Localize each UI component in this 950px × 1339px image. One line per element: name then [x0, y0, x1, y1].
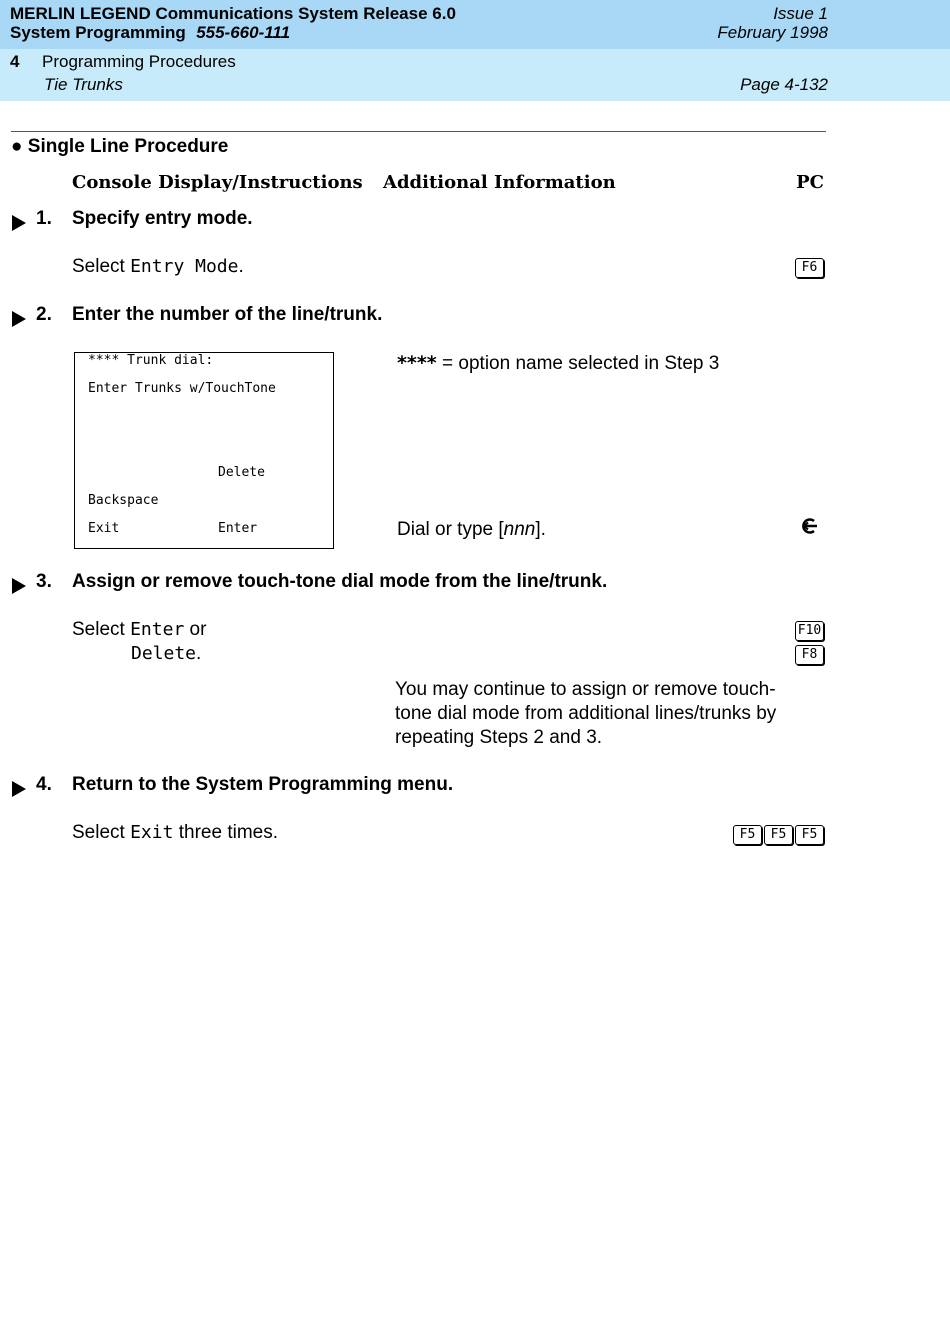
stars-placeholder: ****	[397, 352, 437, 374]
console-display	[74, 352, 334, 549]
step-4-title: Return to the System Programming menu.	[72, 774, 454, 795]
step-4-number: 4.	[36, 774, 52, 795]
f5-key[interactable]: F5	[733, 825, 762, 845]
issue-date: February 1998	[717, 23, 828, 42]
period: .	[196, 643, 202, 664]
procedure-heading	[11, 136, 228, 158]
stars-explanation: = option name selected in Step 3	[436, 353, 720, 374]
three-times-suffix: three times.	[173, 822, 278, 843]
select-word: Select	[72, 256, 125, 277]
column-header-pc: PC	[796, 172, 824, 193]
step-3-note-line-2: tone dial mode from additional lines/trunks by	[395, 703, 777, 724]
column-header-info: Additional Information	[383, 172, 616, 193]
step-2-info	[397, 352, 719, 375]
dial-prefix: Dial or type [	[397, 519, 504, 540]
doc-subtitle-prefix: System Programming	[10, 23, 186, 42]
option-exit[interactable]: Exit	[130, 822, 174, 843]
step-arrow-icon	[12, 781, 26, 797]
procedure-title: Single Line Procedure	[27, 136, 229, 157]
console-line-2: Enter Trunks w/TouchTone	[88, 381, 276, 396]
step-arrow-icon	[12, 311, 26, 327]
console-line-1: **** Trunk dial:	[88, 353, 214, 368]
option-delete[interactable]: Delete	[131, 643, 197, 664]
step-2-number: 2.	[36, 304, 52, 325]
option-enter[interactable]: Enter	[130, 619, 185, 640]
page-number: Page 4-132	[740, 75, 828, 94]
doc-title: MERLIN LEGEND Communications System Release 6.0	[10, 4, 456, 23]
step-3-note-line-1: You may continue to assign or remove touch-	[395, 679, 776, 700]
section-title: Tie Trunks	[44, 75, 123, 94]
period: .	[238, 256, 244, 277]
return-enter-icon	[799, 516, 819, 536]
f10-key[interactable]: F10	[795, 621, 824, 641]
step-1-instruction	[72, 256, 244, 278]
option-entry-mode[interactable]: Entry Mode	[130, 256, 239, 277]
console-backspace-option[interactable]: Backspace	[88, 493, 159, 508]
step-1-number: 1.	[36, 208, 52, 229]
console-exit-option[interactable]: Exit	[88, 521, 120, 536]
step-3-instruction-cont	[131, 643, 201, 665]
section-divider	[11, 131, 826, 132]
step-4-instruction	[72, 822, 278, 844]
column-header-console: Console Display/Instructions	[72, 172, 363, 193]
dial-variable: nnn	[503, 519, 536, 540]
dial-suffix: ].	[535, 519, 546, 540]
step-arrow-icon	[12, 215, 26, 231]
select-word: Select	[72, 619, 125, 640]
f8-key[interactable]: F8	[795, 645, 824, 665]
f6-key[interactable]: F6	[795, 258, 824, 278]
step-3-number: 3.	[36, 571, 52, 592]
chapter-number: 4	[10, 52, 20, 71]
step-2-dial-instruction	[397, 519, 546, 541]
console-delete-option[interactable]: Delete	[218, 465, 265, 480]
step-3-title: Assign or remove touch-tone dial mode from the line/trunk.	[72, 571, 608, 592]
step-arrow-icon	[12, 578, 26, 594]
step-2-title: Enter the number of the line/trunk.	[72, 304, 383, 325]
console-enter-option[interactable]: Enter	[218, 521, 258, 536]
chapter-title: Programming Procedures	[42, 52, 236, 71]
f5-key[interactable]: F5	[795, 825, 824, 845]
select-word: Select	[72, 822, 125, 843]
doc-number: 555-660-111	[196, 23, 291, 42]
step-3-instruction	[72, 619, 206, 641]
issue-label: Issue 1	[773, 4, 828, 23]
doc-subtitle	[10, 23, 290, 43]
step-3-note-line-3: repeating Steps 2 and 3.	[395, 727, 603, 748]
or-word: or	[184, 619, 207, 640]
step-1-title: Specify entry mode.	[72, 208, 253, 229]
bullet-icon: ●	[11, 136, 23, 157]
f5-key[interactable]: F5	[764, 825, 793, 845]
